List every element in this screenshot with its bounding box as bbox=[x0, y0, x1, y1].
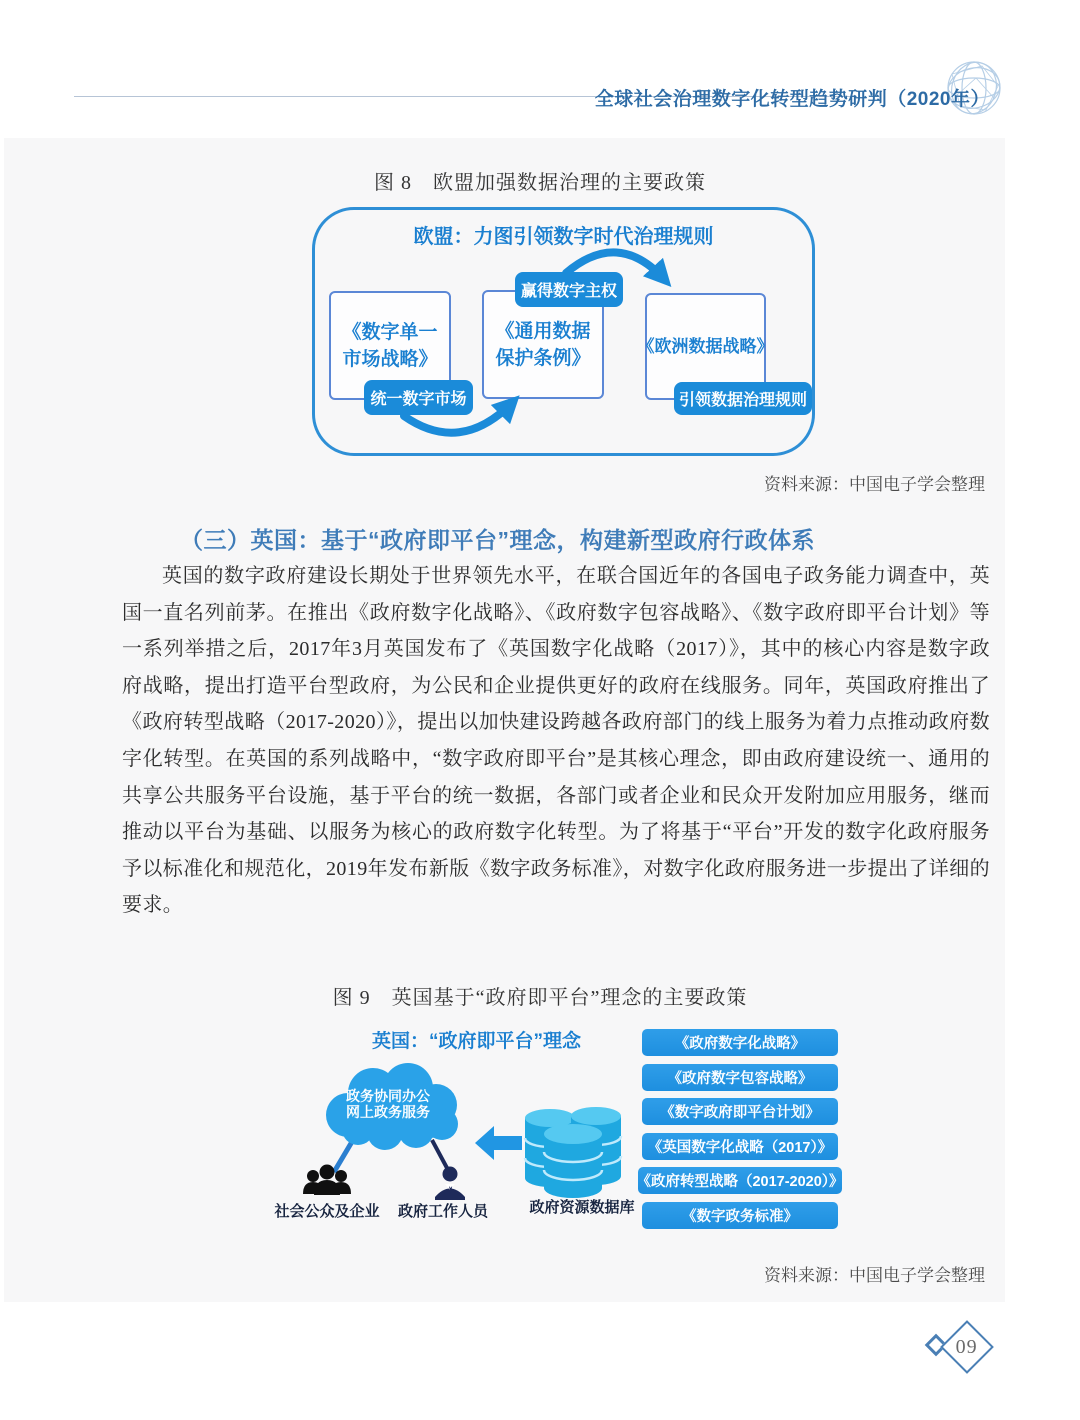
figure8-caption: 图 8 欧盟加强数据治理的主要政策 bbox=[374, 172, 706, 194]
figure9-title: 英国：“政府即平台”理念 bbox=[372, 1031, 582, 1052]
database-icon bbox=[525, 1107, 621, 1198]
policy-button: 《英国数字化战略（2017）》 bbox=[642, 1133, 838, 1160]
badge-digital-sovereignty: 赢得数字主权 bbox=[515, 272, 623, 307]
page-number-diamond bbox=[940, 1320, 994, 1374]
cloud-label bbox=[318, 1088, 458, 1120]
arrow-left-icon bbox=[475, 1126, 522, 1160]
curved-arrows-icon bbox=[312, 207, 815, 456]
box-label: 保护条例》 bbox=[495, 347, 591, 369]
policy-button: 《数字政务标准》 bbox=[642, 1202, 838, 1229]
box-label: 《欧洲数据战略》 bbox=[637, 337, 774, 356]
label-public-enterprises: 社会公众及企业 bbox=[274, 1203, 380, 1220]
label-government-database: 政府资源数据库 bbox=[529, 1199, 635, 1216]
connector-line bbox=[334, 1140, 353, 1172]
source-note: 资料来源：中国电子学会整理 bbox=[764, 1266, 985, 1285]
badge-single-digital-market: 统一数字市场 bbox=[364, 380, 473, 415]
policy-button: 《政府转型战略（2017-2020）》 bbox=[638, 1167, 842, 1194]
box-label: 市场战略》 bbox=[342, 348, 438, 370]
policy-button: 《数字政府即平台计划》 bbox=[642, 1098, 838, 1125]
report-title: 全球社会治理数字化转型趋势研判（2020年） bbox=[594, 89, 990, 110]
source-note: 资料来源：中国电子学会整理 bbox=[764, 475, 985, 494]
policy-button: 《政府数字化战略》 bbox=[642, 1029, 838, 1056]
cloud-label-line: 网上政务服务 bbox=[346, 1104, 430, 1120]
policy-button: 《政府数字包容战略》 bbox=[642, 1064, 838, 1091]
badge-lead-data-governance: 引领数据治理规则 bbox=[674, 382, 812, 415]
official-icon bbox=[435, 1167, 465, 1201]
figure8-title: 欧盟：力图引领数字时代治理规则 bbox=[413, 226, 714, 248]
people-group-icon bbox=[303, 1165, 351, 1196]
body-paragraph: 英国的数字政府建设长期处于世界领先水平，在联合国近年的各国电子政务能力调查中，英国一直名列前茅。在推出《政府数字化战略》、《政府数字包容战略》、《数字政府即平台计划》等一系列举措之后，2017年3月英国发布了《英国数字化战略（2017）》，其中的核心内容是数字政府战略，提出打造平台型政府，为公民和企业提供更好的政府在线服务。同年，英国政府推出了《政府转型战略（2017-2020）》，提出以加快建设跨越各政府部门的线上服务为着力点推动政府数字化转型。在英国的系列战略中，“数字政府即平台”是其核心理念，即由政府建设统一、通用的共享公共服务平台设施，基于平台的统一数据，各部门或者企业和民众开发附加应用服务，继而推动以平台为基础、以服务为核心的政府数字化转型。为了将基于“平台”开发的数字化政府服务予以标准化和规范化，2019年发布新版《数字政务标准》，对数字化政府服务进一步提出了详细的要求。 bbox=[122, 565, 990, 917]
label-government-staff: 政府工作人员 bbox=[397, 1203, 488, 1220]
box-label: 《通用数据 bbox=[495, 320, 591, 342]
figure9-caption: 图 9 英国基于“政府即平台”理念的主要政策 bbox=[332, 987, 748, 1009]
connector-line bbox=[432, 1140, 447, 1168]
cloud-label-line: 政务协同办公 bbox=[346, 1088, 430, 1104]
box-label: 《数字单一 bbox=[342, 321, 438, 343]
section-heading: （三）英国：基于“政府即平台”理念，构建新型政府行政体系 bbox=[180, 527, 815, 553]
page-number: 09 bbox=[956, 1335, 978, 1358]
